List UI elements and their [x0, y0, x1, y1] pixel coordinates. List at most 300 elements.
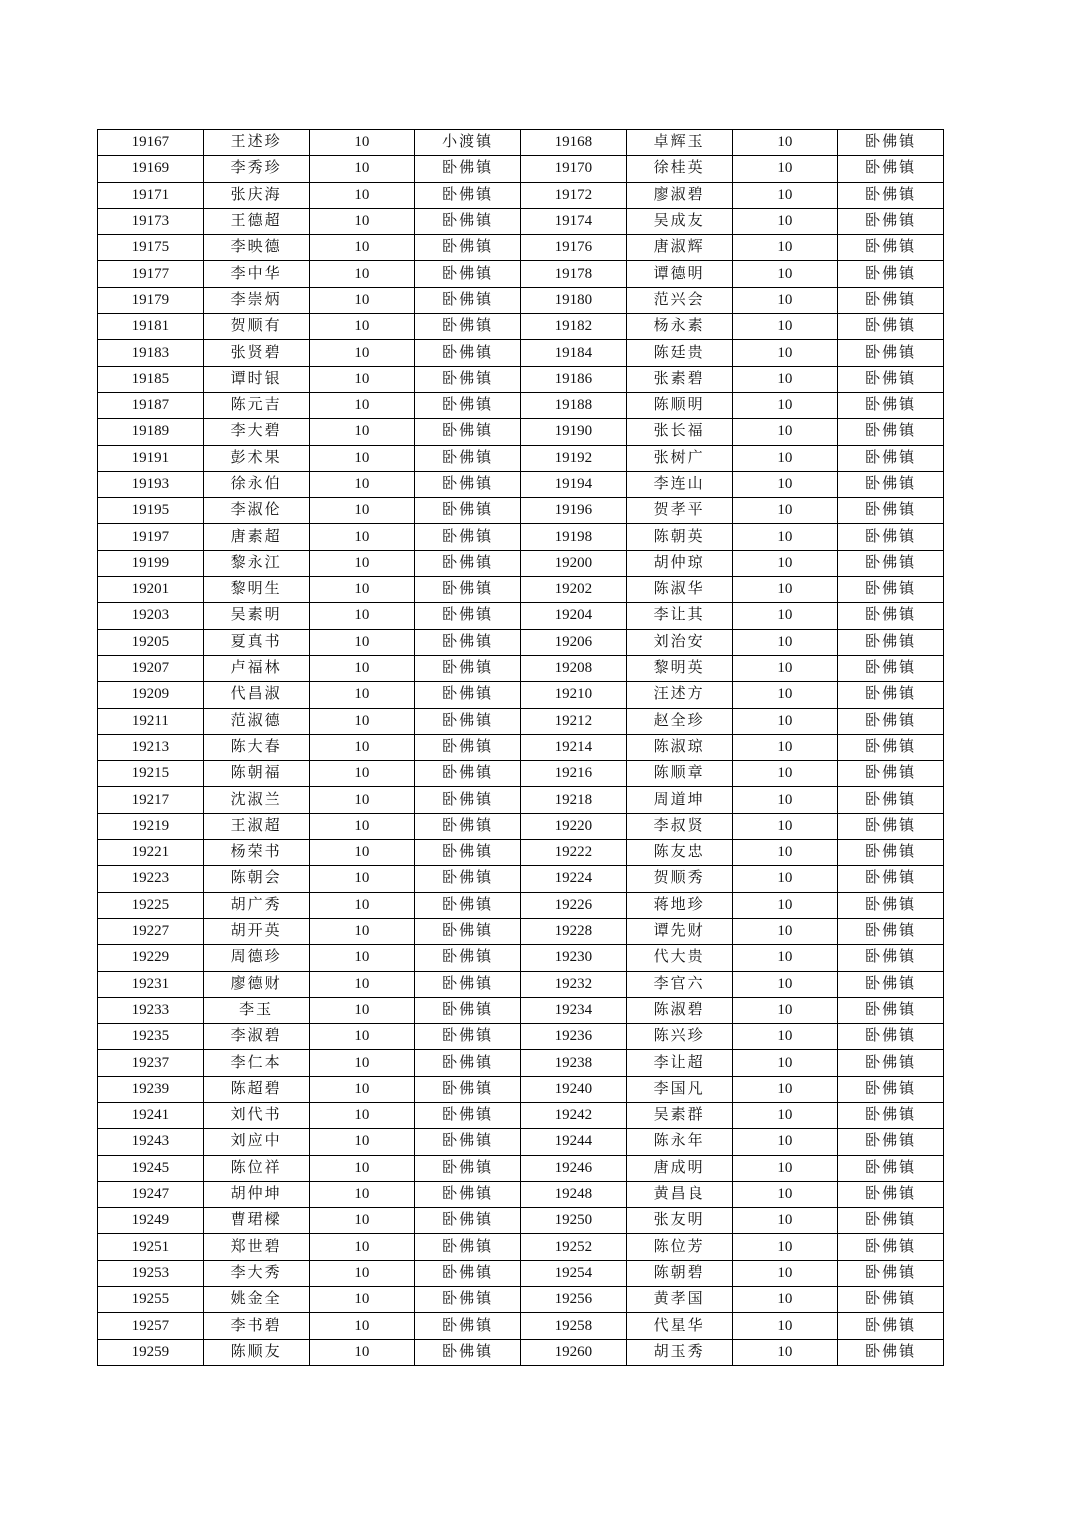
left-amount-cell: 10 [309, 761, 415, 787]
left-town-cell: 卧佛镇 [415, 445, 521, 471]
left-amount-cell: 10 [309, 1024, 415, 1050]
left-amount-cell: 10 [309, 498, 415, 524]
right-town-cell: 卧佛镇 [838, 392, 944, 418]
right-town-cell: 卧佛镇 [838, 892, 944, 918]
left-id-cell: 19245 [98, 1155, 204, 1181]
left-town-cell: 卧佛镇 [415, 945, 521, 971]
table-row [98, 524, 944, 550]
right-town-cell: 卧佛镇 [838, 1102, 944, 1128]
left-amount-cell: 10 [309, 813, 415, 839]
right-amount-cell: 10 [732, 918, 838, 944]
right-name-cell: 胡仲琼 [626, 550, 732, 576]
right-id-cell: 19224 [521, 866, 627, 892]
table-row [98, 419, 944, 445]
right-name-cell: 贺顺秀 [626, 866, 732, 892]
right-town-cell: 卧佛镇 [838, 840, 944, 866]
right-id-cell: 19250 [521, 1208, 627, 1234]
left-amount-cell: 10 [309, 866, 415, 892]
left-id-cell: 19237 [98, 1050, 204, 1076]
right-id-cell: 19172 [521, 182, 627, 208]
right-amount-cell: 10 [732, 1155, 838, 1181]
left-id-cell: 19213 [98, 734, 204, 760]
right-amount-cell: 10 [732, 603, 838, 629]
left-amount-cell: 10 [309, 1287, 415, 1313]
right-name-cell: 黄昌良 [626, 1181, 732, 1207]
table-row [98, 1050, 944, 1076]
left-name-cell: 胡开英 [203, 918, 309, 944]
right-name-cell: 陈廷贵 [626, 340, 732, 366]
left-town-cell: 卧佛镇 [415, 1287, 521, 1313]
left-town-cell: 卧佛镇 [415, 1208, 521, 1234]
right-town-cell: 卧佛镇 [838, 708, 944, 734]
left-id-cell: 19199 [98, 550, 204, 576]
left-name-cell: 卢福林 [203, 655, 309, 681]
right-town-cell: 卧佛镇 [838, 156, 944, 182]
right-town-cell: 卧佛镇 [838, 498, 944, 524]
right-id-cell: 19204 [521, 603, 627, 629]
left-name-cell: 王淑超 [203, 813, 309, 839]
left-amount-cell: 10 [309, 1260, 415, 1286]
right-town-cell: 卧佛镇 [838, 866, 944, 892]
left-id-cell: 19227 [98, 918, 204, 944]
right-amount-cell: 10 [732, 866, 838, 892]
left-town-cell: 卧佛镇 [415, 1129, 521, 1155]
right-amount-cell: 10 [732, 182, 838, 208]
table-row [98, 182, 944, 208]
right-id-cell: 19218 [521, 787, 627, 813]
right-id-cell: 19188 [521, 392, 627, 418]
right-town-cell: 卧佛镇 [838, 130, 944, 156]
left-amount-cell: 10 [309, 550, 415, 576]
table-row [98, 1260, 944, 1286]
left-town-cell: 卧佛镇 [415, 813, 521, 839]
left-amount-cell: 10 [309, 156, 415, 182]
right-town-cell: 卧佛镇 [838, 314, 944, 340]
right-name-cell: 陈淑华 [626, 577, 732, 603]
left-id-cell: 19251 [98, 1234, 204, 1260]
right-name-cell: 汪述方 [626, 682, 732, 708]
table-row [98, 629, 944, 655]
left-town-cell: 卧佛镇 [415, 997, 521, 1023]
left-amount-cell: 10 [309, 708, 415, 734]
left-amount-cell: 10 [309, 419, 415, 445]
table-row [98, 1208, 944, 1234]
left-name-cell: 曹珺樑 [203, 1208, 309, 1234]
right-name-cell: 代大贵 [626, 945, 732, 971]
left-name-cell: 周德珍 [203, 945, 309, 971]
right-id-cell: 19222 [521, 840, 627, 866]
left-town-cell: 卧佛镇 [415, 629, 521, 655]
left-amount-cell: 10 [309, 787, 415, 813]
table-row [98, 682, 944, 708]
right-name-cell: 陈永年 [626, 1129, 732, 1155]
right-amount-cell: 10 [732, 498, 838, 524]
left-amount-cell: 10 [309, 471, 415, 497]
left-town-cell: 卧佛镇 [415, 708, 521, 734]
table-row [98, 761, 944, 787]
right-amount-cell: 10 [732, 1050, 838, 1076]
right-name-cell: 黎明英 [626, 655, 732, 681]
right-id-cell: 19254 [521, 1260, 627, 1286]
right-town-cell: 卧佛镇 [838, 971, 944, 997]
right-name-cell: 杨永素 [626, 314, 732, 340]
right-amount-cell: 10 [732, 1076, 838, 1102]
left-id-cell: 19253 [98, 1260, 204, 1286]
left-name-cell: 刘应中 [203, 1129, 309, 1155]
left-amount-cell: 10 [309, 603, 415, 629]
right-name-cell: 谭德明 [626, 261, 732, 287]
table-row [98, 1287, 944, 1313]
left-name-cell: 夏真书 [203, 629, 309, 655]
left-town-cell: 卧佛镇 [415, 603, 521, 629]
right-amount-cell: 10 [732, 945, 838, 971]
right-id-cell: 19258 [521, 1313, 627, 1339]
table-row [98, 1181, 944, 1207]
left-town-cell: 卧佛镇 [415, 734, 521, 760]
left-name-cell: 陈顺友 [203, 1339, 309, 1365]
right-id-cell: 19168 [521, 130, 627, 156]
left-id-cell: 19259 [98, 1339, 204, 1365]
right-amount-cell: 10 [732, 524, 838, 550]
left-name-cell: 胡广秀 [203, 892, 309, 918]
right-town-cell: 卧佛镇 [838, 655, 944, 681]
table-row [98, 603, 944, 629]
left-name-cell: 王述珍 [203, 130, 309, 156]
right-id-cell: 19236 [521, 1024, 627, 1050]
left-town-cell: 卧佛镇 [415, 655, 521, 681]
table-row [98, 366, 944, 392]
right-amount-cell: 10 [732, 655, 838, 681]
left-amount-cell: 10 [309, 577, 415, 603]
right-town-cell: 卧佛镇 [838, 1076, 944, 1102]
left-name-cell: 李书碧 [203, 1313, 309, 1339]
left-amount-cell: 10 [309, 918, 415, 944]
left-amount-cell: 10 [309, 629, 415, 655]
left-id-cell: 19179 [98, 287, 204, 313]
table-row [98, 577, 944, 603]
right-amount-cell: 10 [732, 1287, 838, 1313]
left-name-cell: 杨荣书 [203, 840, 309, 866]
left-town-cell: 卧佛镇 [415, 550, 521, 576]
right-id-cell: 19170 [521, 156, 627, 182]
right-name-cell: 陈位芳 [626, 1234, 732, 1260]
table-row [98, 130, 944, 156]
left-id-cell: 19173 [98, 208, 204, 234]
left-amount-cell: 10 [309, 524, 415, 550]
left-town-cell: 卧佛镇 [415, 577, 521, 603]
right-name-cell: 唐成明 [626, 1155, 732, 1181]
table-row [98, 1129, 944, 1155]
left-town-cell: 卧佛镇 [415, 1024, 521, 1050]
right-amount-cell: 10 [732, 366, 838, 392]
right-id-cell: 19178 [521, 261, 627, 287]
right-id-cell: 19220 [521, 813, 627, 839]
right-name-cell: 徐桂英 [626, 156, 732, 182]
table-row [98, 1155, 944, 1181]
right-town-cell: 卧佛镇 [838, 1050, 944, 1076]
right-id-cell: 19200 [521, 550, 627, 576]
right-id-cell: 19248 [521, 1181, 627, 1207]
table-row [98, 1339, 944, 1365]
right-name-cell: 陈兴珍 [626, 1024, 732, 1050]
left-id-cell: 19249 [98, 1208, 204, 1234]
left-name-cell: 黎永江 [203, 550, 309, 576]
right-name-cell: 周道坤 [626, 787, 732, 813]
right-id-cell: 19208 [521, 655, 627, 681]
left-id-cell: 19167 [98, 130, 204, 156]
right-amount-cell: 10 [732, 156, 838, 182]
right-town-cell: 卧佛镇 [838, 1181, 944, 1207]
left-name-cell: 张庆海 [203, 182, 309, 208]
right-name-cell: 唐淑辉 [626, 235, 732, 261]
left-id-cell: 19217 [98, 787, 204, 813]
right-name-cell: 陈顺章 [626, 761, 732, 787]
right-id-cell: 19194 [521, 471, 627, 497]
left-town-cell: 卧佛镇 [415, 840, 521, 866]
roster-table [97, 129, 944, 1366]
left-id-cell: 19233 [98, 997, 204, 1023]
left-name-cell: 李大碧 [203, 419, 309, 445]
left-amount-cell: 10 [309, 366, 415, 392]
left-name-cell: 李大秀 [203, 1260, 309, 1286]
right-town-cell: 卧佛镇 [838, 419, 944, 445]
right-amount-cell: 10 [732, 314, 838, 340]
table-row [98, 208, 944, 234]
right-town-cell: 卧佛镇 [838, 340, 944, 366]
left-id-cell: 19195 [98, 498, 204, 524]
left-town-cell: 卧佛镇 [415, 1155, 521, 1181]
right-town-cell: 卧佛镇 [838, 471, 944, 497]
table-row [98, 1234, 944, 1260]
roster-body [98, 130, 944, 1366]
left-amount-cell: 10 [309, 130, 415, 156]
left-name-cell: 李中华 [203, 261, 309, 287]
left-id-cell: 19241 [98, 1102, 204, 1128]
right-town-cell: 卧佛镇 [838, 682, 944, 708]
left-town-cell: 卧佛镇 [415, 471, 521, 497]
right-name-cell: 卓辉玉 [626, 130, 732, 156]
left-amount-cell: 10 [309, 392, 415, 418]
right-id-cell: 19210 [521, 682, 627, 708]
left-amount-cell: 10 [309, 1234, 415, 1260]
right-amount-cell: 10 [732, 629, 838, 655]
right-amount-cell: 10 [732, 577, 838, 603]
left-id-cell: 19257 [98, 1313, 204, 1339]
right-amount-cell: 10 [732, 392, 838, 418]
right-town-cell: 卧佛镇 [838, 1313, 944, 1339]
left-town-cell: 卧佛镇 [415, 892, 521, 918]
table-row [98, 1102, 944, 1128]
right-town-cell: 卧佛镇 [838, 603, 944, 629]
left-amount-cell: 10 [309, 208, 415, 234]
table-row [98, 971, 944, 997]
table-row [98, 918, 944, 944]
right-amount-cell: 10 [732, 708, 838, 734]
left-id-cell: 19219 [98, 813, 204, 839]
left-name-cell: 廖德财 [203, 971, 309, 997]
right-town-cell: 卧佛镇 [838, 918, 944, 944]
left-id-cell: 19235 [98, 1024, 204, 1050]
left-amount-cell: 10 [309, 892, 415, 918]
right-id-cell: 19246 [521, 1155, 627, 1181]
right-id-cell: 19198 [521, 524, 627, 550]
right-name-cell: 李让其 [626, 603, 732, 629]
right-id-cell: 19212 [521, 708, 627, 734]
right-amount-cell: 10 [732, 840, 838, 866]
left-amount-cell: 10 [309, 971, 415, 997]
right-town-cell: 卧佛镇 [838, 261, 944, 287]
left-amount-cell: 10 [309, 235, 415, 261]
right-amount-cell: 10 [732, 445, 838, 471]
table-row [98, 840, 944, 866]
table-row [98, 655, 944, 681]
table-row [98, 314, 944, 340]
right-name-cell: 代星华 [626, 1313, 732, 1339]
left-town-cell: 卧佛镇 [415, 787, 521, 813]
right-id-cell: 19202 [521, 577, 627, 603]
right-town-cell: 卧佛镇 [838, 1339, 944, 1365]
table-row [98, 1024, 944, 1050]
table-row [98, 1313, 944, 1339]
right-id-cell: 19174 [521, 208, 627, 234]
right-town-cell: 卧佛镇 [838, 524, 944, 550]
right-id-cell: 19206 [521, 629, 627, 655]
right-town-cell: 卧佛镇 [838, 445, 944, 471]
table-row [98, 445, 944, 471]
right-id-cell: 19216 [521, 761, 627, 787]
left-id-cell: 19229 [98, 945, 204, 971]
right-name-cell: 黄孝国 [626, 1287, 732, 1313]
table-row [98, 498, 944, 524]
left-name-cell: 陈位祥 [203, 1155, 309, 1181]
right-amount-cell: 10 [732, 1208, 838, 1234]
right-id-cell: 19230 [521, 945, 627, 971]
left-town-cell: 卧佛镇 [415, 1339, 521, 1365]
right-town-cell: 卧佛镇 [838, 1129, 944, 1155]
left-town-cell: 卧佛镇 [415, 182, 521, 208]
right-name-cell: 张长福 [626, 419, 732, 445]
right-name-cell: 陈淑碧 [626, 997, 732, 1023]
left-town-cell: 卧佛镇 [415, 314, 521, 340]
left-id-cell: 19189 [98, 419, 204, 445]
right-town-cell: 卧佛镇 [838, 1155, 944, 1181]
right-amount-cell: 10 [732, 130, 838, 156]
right-town-cell: 卧佛镇 [838, 997, 944, 1023]
right-name-cell: 刘治安 [626, 629, 732, 655]
right-name-cell: 赵全珍 [626, 708, 732, 734]
left-amount-cell: 10 [309, 655, 415, 681]
left-amount-cell: 10 [309, 261, 415, 287]
left-town-cell: 卧佛镇 [415, 235, 521, 261]
right-amount-cell: 10 [732, 1260, 838, 1286]
left-id-cell: 19169 [98, 156, 204, 182]
right-name-cell: 贺孝平 [626, 498, 732, 524]
right-id-cell: 19256 [521, 1287, 627, 1313]
right-name-cell: 谭先财 [626, 918, 732, 944]
right-name-cell: 李叔贤 [626, 813, 732, 839]
right-id-cell: 19244 [521, 1129, 627, 1155]
table-row [98, 708, 944, 734]
left-name-cell: 代昌淑 [203, 682, 309, 708]
left-amount-cell: 10 [309, 1208, 415, 1234]
right-town-cell: 卧佛镇 [838, 550, 944, 576]
right-name-cell: 陈朝英 [626, 524, 732, 550]
left-id-cell: 19175 [98, 235, 204, 261]
left-id-cell: 19193 [98, 471, 204, 497]
right-name-cell: 陈友忠 [626, 840, 732, 866]
table-row [98, 392, 944, 418]
left-amount-cell: 10 [309, 1050, 415, 1076]
right-id-cell: 19196 [521, 498, 627, 524]
right-id-cell: 19214 [521, 734, 627, 760]
left-amount-cell: 10 [309, 182, 415, 208]
left-name-cell: 范淑德 [203, 708, 309, 734]
left-id-cell: 19185 [98, 366, 204, 392]
right-town-cell: 卧佛镇 [838, 235, 944, 261]
left-id-cell: 19255 [98, 1287, 204, 1313]
right-amount-cell: 10 [732, 1181, 838, 1207]
left-town-cell: 卧佛镇 [415, 971, 521, 997]
left-name-cell: 彭术果 [203, 445, 309, 471]
right-town-cell: 卧佛镇 [838, 366, 944, 392]
right-id-cell: 19184 [521, 340, 627, 366]
left-name-cell: 李仁本 [203, 1050, 309, 1076]
right-town-cell: 卧佛镇 [838, 761, 944, 787]
table-row [98, 866, 944, 892]
right-amount-cell: 10 [732, 787, 838, 813]
left-id-cell: 19243 [98, 1129, 204, 1155]
table-row [98, 550, 944, 576]
table-row [98, 156, 944, 182]
right-name-cell: 范兴会 [626, 287, 732, 313]
right-name-cell: 张树广 [626, 445, 732, 471]
left-town-cell: 卧佛镇 [415, 761, 521, 787]
left-town-cell: 卧佛镇 [415, 1234, 521, 1260]
left-id-cell: 19215 [98, 761, 204, 787]
right-id-cell: 19238 [521, 1050, 627, 1076]
right-id-cell: 19242 [521, 1102, 627, 1128]
table-row [98, 1076, 944, 1102]
right-amount-cell: 10 [732, 208, 838, 234]
left-amount-cell: 10 [309, 840, 415, 866]
table-row [98, 734, 944, 760]
right-amount-cell: 10 [732, 235, 838, 261]
left-town-cell: 卧佛镇 [415, 498, 521, 524]
left-id-cell: 19171 [98, 182, 204, 208]
left-name-cell: 李淑伦 [203, 498, 309, 524]
right-town-cell: 卧佛镇 [838, 1234, 944, 1260]
left-amount-cell: 10 [309, 1181, 415, 1207]
right-id-cell: 19192 [521, 445, 627, 471]
left-town-cell: 卧佛镇 [415, 287, 521, 313]
left-name-cell: 胡仲坤 [203, 1181, 309, 1207]
right-amount-cell: 10 [732, 419, 838, 445]
left-town-cell: 卧佛镇 [415, 366, 521, 392]
right-town-cell: 卧佛镇 [838, 734, 944, 760]
right-amount-cell: 10 [732, 761, 838, 787]
left-amount-cell: 10 [309, 945, 415, 971]
table-row [98, 287, 944, 313]
right-amount-cell: 10 [732, 261, 838, 287]
right-name-cell: 张友明 [626, 1208, 732, 1234]
left-town-cell: 卧佛镇 [415, 208, 521, 234]
left-id-cell: 19203 [98, 603, 204, 629]
right-amount-cell: 10 [732, 1313, 838, 1339]
left-name-cell: 陈朝福 [203, 761, 309, 787]
right-id-cell: 19226 [521, 892, 627, 918]
right-id-cell: 19176 [521, 235, 627, 261]
right-id-cell: 19232 [521, 971, 627, 997]
